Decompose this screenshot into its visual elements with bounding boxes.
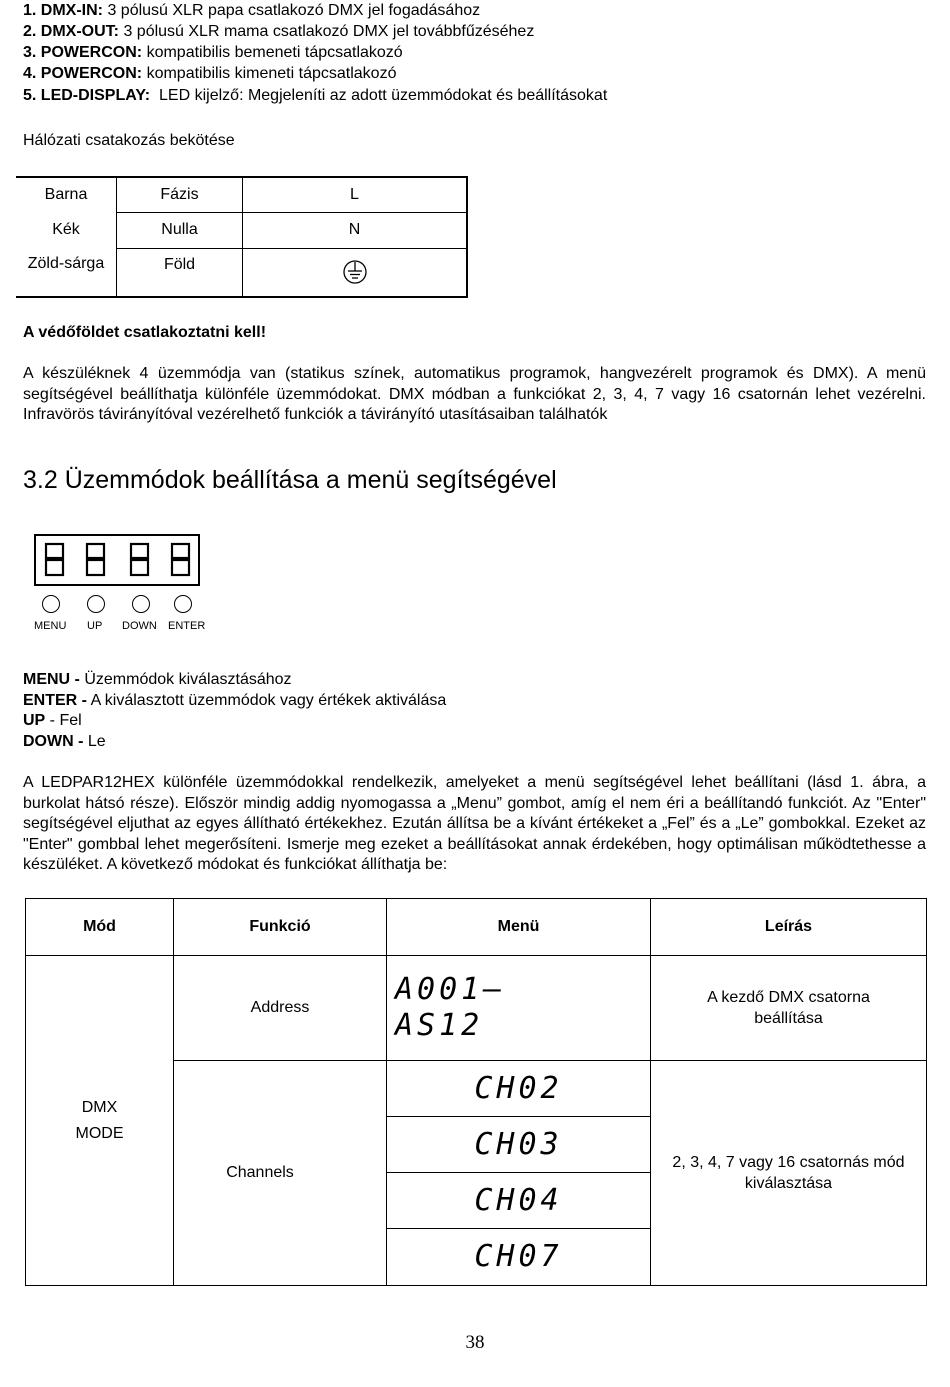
network-table xyxy=(16,176,468,298)
mode-line-1: DMX xyxy=(81,1098,118,1116)
menu-button[interactable] xyxy=(42,595,60,613)
button-desc-key: UP xyxy=(23,712,46,729)
up-button[interactable] xyxy=(87,595,105,613)
ground-cell xyxy=(243,248,468,297)
button-desc-key: ENTER - xyxy=(23,692,87,709)
connector-item-powercon-in xyxy=(23,43,403,63)
header-mode: Mód xyxy=(26,899,174,956)
function-address: Address xyxy=(174,956,387,1061)
led-display xyxy=(34,534,200,586)
network-row xyxy=(16,177,467,212)
down-button-label: DOWN xyxy=(122,620,157,632)
intro-paragraph: A készüléknek 4 üzemmódja van (statikus színek, automatikus programok, hangvezérelt programok és DMX). A menü segítségével beállíthatja különféle üzemmódokat. DMX módban a funkciókat 2, 3, 4, 7 vagy 16 csatornán lehet vezérelni. Infravörös távirányítóval vezérelhető funkciók a távirányító utasításaiban találhatók xyxy=(23,365,926,423)
menu-channel-option: CH07 xyxy=(387,1229,651,1286)
connector-item-dmx-out xyxy=(23,22,534,42)
connector-label: 4. POWERCON: xyxy=(23,65,143,82)
wire-name: Fázis xyxy=(117,177,243,212)
ground-icon xyxy=(342,259,368,285)
enter-button[interactable] xyxy=(174,595,192,613)
desc-channels: 2, 3, 4, 7 vagy 16 csatornás mód kiválasztása xyxy=(651,1061,927,1286)
mode-row-address xyxy=(26,956,927,1061)
network-row xyxy=(16,212,467,248)
button-desc-menu xyxy=(23,670,292,690)
wire-name: Föld xyxy=(117,248,243,297)
button-desc-enter xyxy=(23,691,446,711)
connector-text: LED kijelző: Megjeleníti az adott üzemmódokat és beállításokat xyxy=(150,87,608,104)
seven-segment-digits xyxy=(36,536,198,584)
connector-label: 2. DMX-OUT: xyxy=(23,23,119,40)
button-desc-up xyxy=(23,711,82,731)
menu-button-label: MENU xyxy=(34,620,67,632)
button-desc-down xyxy=(23,732,106,752)
wire-color: Kék xyxy=(16,212,117,248)
button-desc-text: A kiválasztott üzemmódok vagy értékek aktiválása xyxy=(87,692,447,709)
network-row xyxy=(16,248,467,297)
network-title: Hálózati csatakozás bekötése xyxy=(23,132,235,149)
mode-table xyxy=(25,898,927,1286)
button-desc-text: Le xyxy=(83,733,106,750)
header-function: Funkció xyxy=(174,899,387,956)
section-title: 3.2 Üzemmódok beállítása a menü segítségével xyxy=(23,466,557,494)
desc-address: A kezdő DMX csatorna beállítása xyxy=(651,956,927,1061)
connector-text: kompatibilis bemeneti tápcsatlakozó xyxy=(142,44,403,61)
up-button-label: UP xyxy=(87,620,103,632)
menu-address xyxy=(387,956,651,1061)
description-paragraph: A LEDPAR12HEX különféle üzemmódokkal rendelkezik, amelyeket a menü segítségével lehet beállítani (lásd 1. ábra, a burkolat hátsó része). Először mindig addig nyomogassa a „Menu” gombot, amíg el nem éri a beállítandó funkciót. Az "Enter" segítségével eljuthat az egyes állítható értékekhez. Ezután állítsa be a kívánt értékeket a „Fel” és a „Le” gombokkal. Ezeket az "Enter" gombbal lehet megerősíteni. Ismerje meg ezeket a beállításokat annak érdekében, hogy optimálisan működtethesse a készüléket. A következő módokat és funkciókat állíthatja be: xyxy=(23,774,926,873)
wire-symbol: N xyxy=(243,212,468,248)
wire-color: Zöld-sárga xyxy=(16,248,117,297)
connector-text: 3 pólusú XLR papa csatlakozó DMX jel fogadásához xyxy=(103,2,481,19)
mode-table-header xyxy=(26,899,927,956)
enter-button-label: ENTER xyxy=(168,620,206,632)
menu-address-value-2: AS12 xyxy=(395,1008,484,1043)
wire-name: Nulla xyxy=(117,212,243,248)
wire-color: Barna xyxy=(16,177,117,212)
connector-item-led-display xyxy=(23,86,607,106)
connector-label: 3. POWERCON: xyxy=(23,44,143,61)
header-menu: Menü xyxy=(387,899,651,956)
connector-item-powercon-out xyxy=(23,64,396,84)
function-channels: Channels xyxy=(174,1061,387,1286)
ground-warning: A védőföldet csatlakoztatni kell! xyxy=(23,324,267,341)
menu-channel-option: CH04 xyxy=(387,1173,651,1229)
button-desc-key: DOWN - xyxy=(23,733,84,750)
menu-channel-option: CH02 xyxy=(387,1061,651,1117)
menu-channel-option: CH03 xyxy=(387,1117,651,1173)
page-number: 38 xyxy=(465,1332,485,1353)
button-desc-text: Üzemmódok kiválasztásához xyxy=(79,671,292,688)
connector-label: 1. DMX-IN: xyxy=(23,2,103,19)
menu-address-value-1: A001– xyxy=(395,972,506,1007)
mode-line-2: MODE xyxy=(75,1124,124,1142)
connector-label: 5. LED-DISPLAY: xyxy=(23,87,151,104)
connector-text: kompatibilis kimeneti tápcsatlakozó xyxy=(142,65,397,82)
button-desc-key: MENU - xyxy=(23,671,80,688)
down-button[interactable] xyxy=(132,595,150,613)
connector-item-dmx-in xyxy=(23,1,480,21)
wire-symbol: L xyxy=(243,177,468,212)
button-desc-text: - Fel xyxy=(45,712,82,729)
connector-text: 3 pólusú XLR mama csatlakozó DMX jel továbbfűzéséhez xyxy=(119,23,535,40)
header-description: Leírás xyxy=(651,899,927,956)
mode-cell xyxy=(26,956,174,1286)
